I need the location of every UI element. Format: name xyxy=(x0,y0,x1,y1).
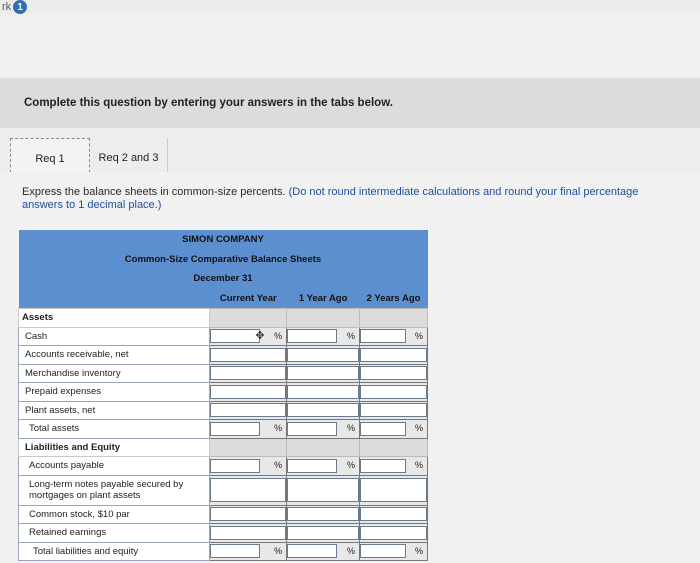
row-label-cash: Cash xyxy=(19,327,210,346)
total-assets-1-year-ago-cell xyxy=(287,420,360,439)
balance-sheet-table xyxy=(18,230,428,561)
accounts-payable-1-year-ago-cell xyxy=(287,457,360,476)
common-stock-current-year-input[interactable] xyxy=(210,507,286,521)
accounts-payable-2-years-ago-cell xyxy=(360,457,428,476)
column-header-1-year-ago: 1 Year Ago xyxy=(287,289,360,309)
row-label-long-term-notes-payable: Long-term notes payable secured by mortgages on plant assets xyxy=(19,475,210,505)
total-assets-2-years-ago-input[interactable] xyxy=(360,422,406,436)
company-name: SIMON COMPANY xyxy=(19,230,428,250)
instruction-text: Complete this question by entering your answers in the tabs below. xyxy=(24,97,393,109)
section-liabilities-and-equity: Liabilities and Equity xyxy=(19,438,210,457)
cash-1-year-ago-input[interactable] xyxy=(287,329,337,343)
percent-sign: % xyxy=(414,460,423,470)
total-liabilities-equity-1-year-ago-cell xyxy=(287,542,360,561)
plant-assets-1-year-ago-input[interactable] xyxy=(287,403,359,417)
cash-2-years-ago-input[interactable] xyxy=(360,329,406,343)
accounts-receivable-1-year-ago-input[interactable] xyxy=(287,348,359,362)
percent-sign: % xyxy=(347,545,356,556)
percent-sign: % xyxy=(274,545,283,556)
row-label-common-stock: Common stock, $10 par xyxy=(19,505,210,524)
percent-sign: % xyxy=(414,423,423,433)
question-content xyxy=(0,172,700,563)
total-assets-2-years-ago-cell xyxy=(360,420,428,439)
total-assets-current-year-cell xyxy=(210,420,287,439)
prepaid-expenses-1-year-ago-input[interactable] xyxy=(287,385,359,399)
cash-1-year-ago-cell xyxy=(287,327,360,346)
prompt-note-line1: (Do not round intermediate calculations and round your final percentage xyxy=(288,186,639,198)
total-liabilities-equity-current-year-cell xyxy=(210,542,287,561)
plant-assets-current-year-input[interactable] xyxy=(210,403,286,417)
accounts-payable-current-year-cell xyxy=(210,457,287,476)
section-assets: Assets xyxy=(19,309,210,328)
retained-earnings-1-year-ago-input[interactable] xyxy=(287,526,359,540)
total-liabilities-equity-current-year-input[interactable] xyxy=(210,544,260,558)
column-header-2-years-ago: 2 Years Ago xyxy=(360,289,428,309)
row-label-total-assets: Total assets xyxy=(19,420,210,439)
badge-text: rk xyxy=(2,1,12,13)
label-column-header xyxy=(19,289,210,309)
percent-sign: % xyxy=(274,460,283,470)
percent-sign: % xyxy=(274,330,283,341)
row-label-merchandise-inventory: Merchandise inventory xyxy=(19,364,210,383)
cash-2-years-ago-cell xyxy=(360,327,428,346)
total-liabilities-equity-2-years-ago-input[interactable] xyxy=(360,544,406,558)
accounts-payable-current-year-input[interactable] xyxy=(210,459,260,473)
row-label-accounts-receivable: Accounts receivable, net xyxy=(19,346,210,365)
accounts-receivable-2-years-ago-input[interactable] xyxy=(360,348,427,362)
total-assets-current-year-input[interactable] xyxy=(210,422,260,436)
retained-earnings-current-year-input[interactable] xyxy=(210,526,286,540)
accounts-payable-1-year-ago-input[interactable] xyxy=(287,459,337,473)
total-liabilities-equity-2-years-ago-cell xyxy=(360,542,428,561)
prompt-note-line2: answers to 1 decimal place.) xyxy=(22,199,162,211)
tab-req-1[interactable]: Req 1 xyxy=(10,138,90,178)
move-cursor-icon: ✥ xyxy=(255,329,265,342)
tab-bar xyxy=(0,128,700,172)
row-label-accounts-payable: Accounts payable xyxy=(19,457,210,476)
retained-earnings-2-years-ago-input[interactable] xyxy=(360,526,427,540)
common-stock-2-years-ago-input[interactable] xyxy=(360,507,427,521)
total-liabilities-equity-1-year-ago-input[interactable] xyxy=(287,544,337,558)
total-assets-1-year-ago-input[interactable] xyxy=(287,422,337,436)
long-term-notes-1-year-ago-input[interactable] xyxy=(287,478,359,502)
row-label-plant-assets: Plant assets, net xyxy=(19,401,210,420)
instruction-bar xyxy=(0,78,700,128)
percent-sign: % xyxy=(347,423,356,433)
info-icon[interactable]: 1 xyxy=(13,0,27,14)
cash-current-year-input[interactable] xyxy=(210,329,260,343)
top-badge xyxy=(0,0,27,14)
prepaid-expenses-2-years-ago-input[interactable] xyxy=(360,385,427,399)
merchandise-inventory-current-year-input[interactable] xyxy=(210,366,286,380)
merchandise-inventory-1-year-ago-input[interactable] xyxy=(287,366,359,380)
accounts-payable-2-years-ago-input[interactable] xyxy=(360,459,406,473)
row-label-retained-earnings: Retained earnings xyxy=(19,524,210,543)
percent-sign: % xyxy=(347,330,356,341)
statement-date: December 31 xyxy=(19,269,428,289)
row-label-prepaid-expenses: Prepaid expenses xyxy=(19,383,210,402)
long-term-notes-current-year-input[interactable] xyxy=(210,478,286,502)
top-band xyxy=(0,14,700,78)
row-label-total-liabilities-and-equity: Total liabilities and equity xyxy=(19,542,210,561)
cash-current-year-cell xyxy=(210,327,287,346)
percent-sign: % xyxy=(347,460,356,470)
percent-sign: % xyxy=(274,423,283,433)
accounts-receivable-current-year-input[interactable] xyxy=(210,348,286,362)
tab-req-2-and-3[interactable]: Req 2 and 3 xyxy=(90,138,168,178)
prepaid-expenses-current-year-input[interactable] xyxy=(210,385,286,399)
long-term-notes-2-years-ago-input[interactable] xyxy=(360,478,427,502)
percent-sign: % xyxy=(414,330,423,341)
prompt-text xyxy=(22,186,698,212)
merchandise-inventory-2-years-ago-input[interactable] xyxy=(360,366,427,380)
common-stock-1-year-ago-input[interactable] xyxy=(287,507,359,521)
prompt-lead: Express the balance sheets in common-size percents. xyxy=(22,186,286,198)
column-header-current-year: Current Year xyxy=(210,289,287,309)
percent-sign: % xyxy=(414,545,423,556)
plant-assets-2-years-ago-input[interactable] xyxy=(360,403,427,417)
statement-title: Common-Size Comparative Balance Sheets xyxy=(19,250,428,270)
